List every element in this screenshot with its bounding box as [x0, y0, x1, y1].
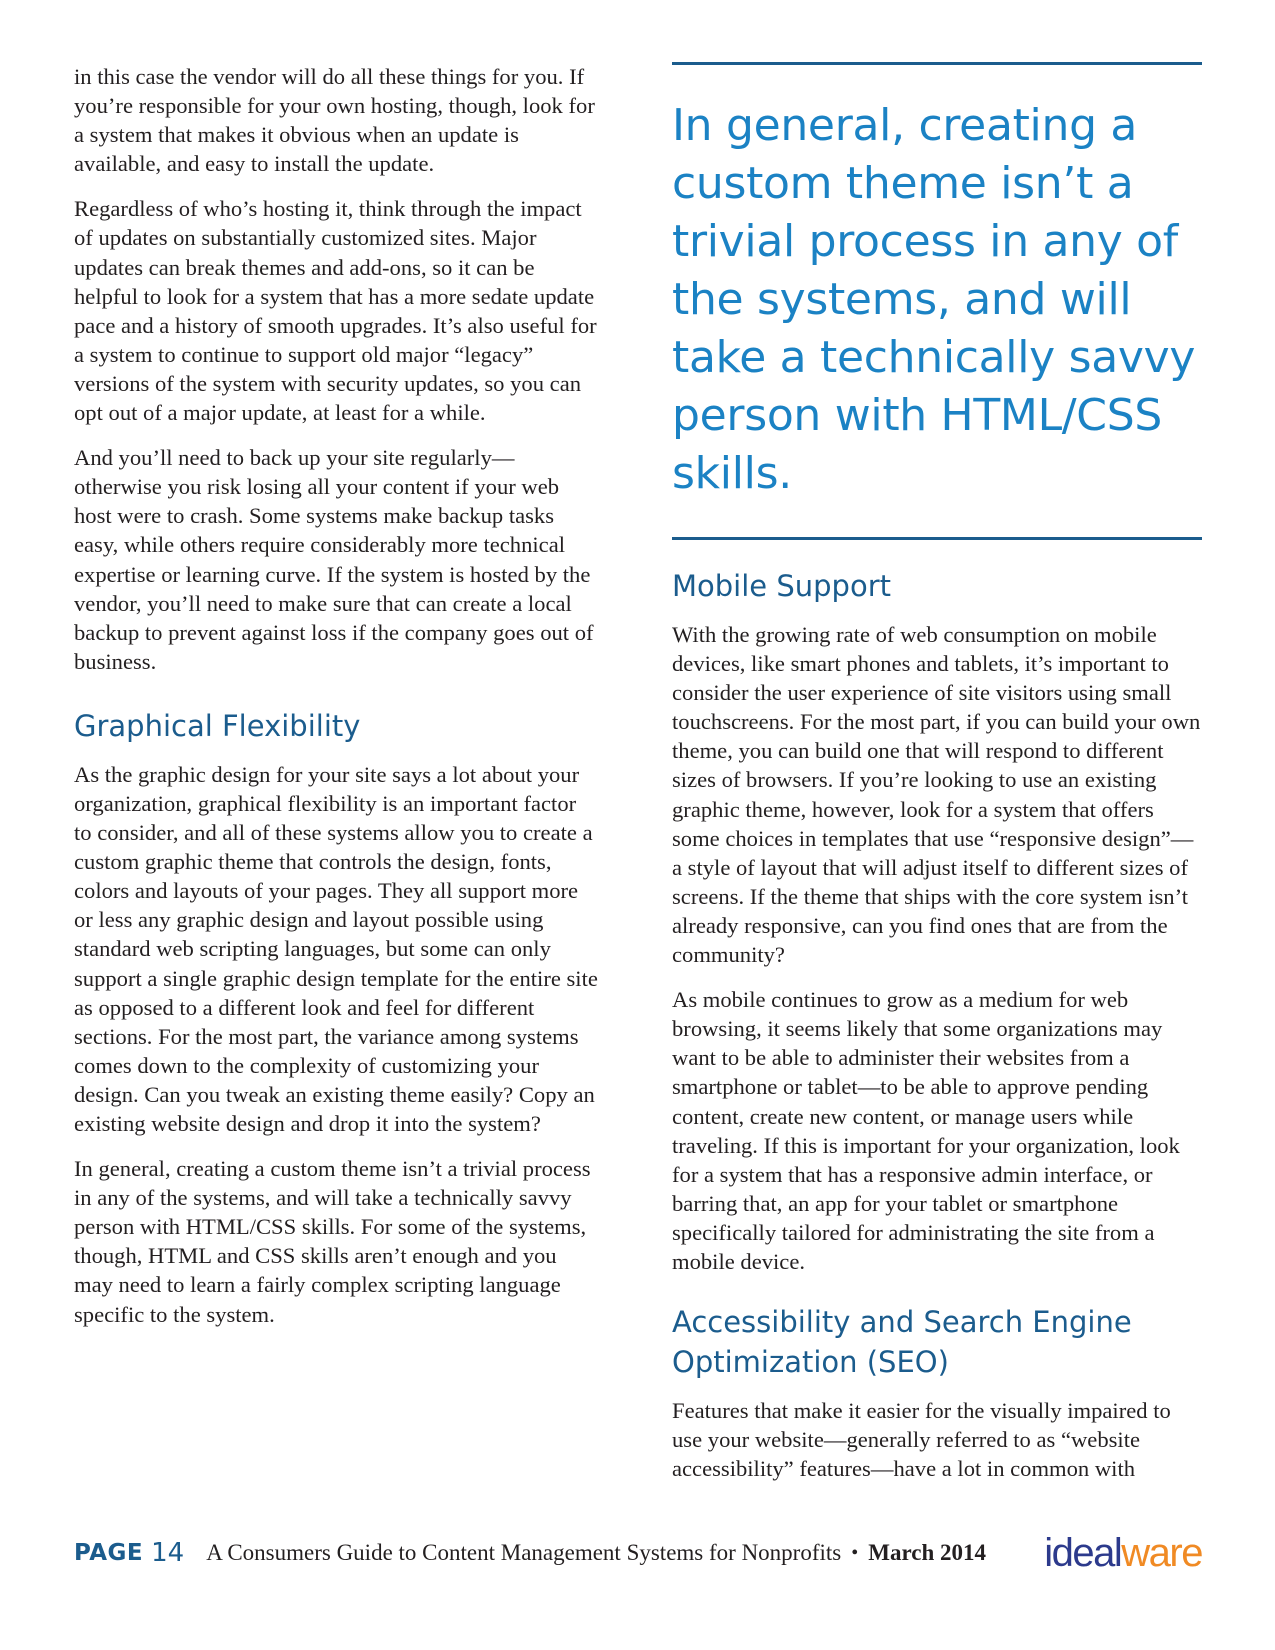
- left-column: [74, 62, 599, 1345]
- body-paragraph: With the growing rate of web consumption on mobile devices, like smart phones and tablets, it’s important to consider the user experience of site visitors using small touchscreens. For the most part, if you can build your own theme, you can build one that will respond to different sizes of browsers. If you’re looking to use an existing graphic theme, however, look for a system that offers some choices in templates that use “responsive design”—a style of layout that will adjust itself to different sizes of screens. If the theme that ships with the core system isn’t already responsive, can you find ones that are from the community?: [672, 622, 1201, 968]
- page-footer: [74, 1533, 1202, 1573]
- right-column: [672, 62, 1202, 1499]
- section-heading-graphical-flexibility: Graphical Flexibility: [74, 708, 361, 743]
- publication-title: A Consumers Guide to Content Management Systems for Nonprofits: [206, 1540, 842, 1565]
- idealware-logo: [1044, 1533, 1202, 1573]
- body-paragraph: in this case the vendor will do all these things for you. If you’re responsible for your own hosting, though, look for a system that makes it obvious when an update is available, and easy to install the update.: [74, 64, 595, 177]
- logo-text-ware: ware: [1121, 1531, 1202, 1575]
- body-paragraph: And you’ll need to back up your site regularly—otherwise you risk losing all your content if your web host were to crash. Some systems make backup tasks easy, while others require considerably more technical expertise or learning curve. If the system is hosted by the vendor, you’ll need to make sure that can create a local backup to prevent against loss if the company goes out of business.: [74, 445, 594, 674]
- pull-quote-box: [672, 62, 1202, 540]
- logo-text-ideal: ideal: [1044, 1531, 1122, 1575]
- pull-quote: In general, creating a custom theme isn’t a trivial process in any of the systems, and will take a technically savvy person with HTML/CSS skills.: [672, 100, 1196, 499]
- footer-separator: •: [851, 1541, 859, 1564]
- body-paragraph: As mobile continues to grow as a medium for web browsing, it seems likely that some organizations may want to be able to administer their websites from a smartphone or tablet—to be able to approve pending content, create new content, or manage users while traveling. If this is important for your organization, look for a system that has a responsive admin interface, or barring that, an app for your tablet or smartphone specifically tailored for administrating the site from a mobile device.: [672, 987, 1180, 1274]
- section-heading-mobile-support: Mobile Support: [672, 569, 891, 603]
- body-paragraph: Features that make it easier for the visually impaired to use your website—generally referred to as “website accessibility” features—have a lot in common with: [672, 1398, 1171, 1482]
- section-heading-accessibility-seo: Accessibility and Search Engine Optimization (SEO): [672, 1305, 1132, 1380]
- body-paragraph: As the graphic design for your site says a lot about your organization, graphical flexibility is an important factor to consider, and all of these systems allow you to create a custom graphic theme that controls the design, fonts, colors and layouts of your pages. They all support more or less any graphic design and layout possible using standard web scripting languages, but some can only support a single graphic design template for the entire site as opposed to a different look and feel for different sections. For the most part, the variance among systems comes down to the complexity of customizing your design. Can you tweak an existing theme easily? Copy an existing website design and drop it into the system?: [74, 761, 598, 1136]
- body-paragraph: In general, creating a custom theme isn’t a trivial process in any of the systems, and will take a technically savvy person with HTML/CSS skills. For some of the systems, though, HTML and CSS skills aren’t enough and you may need to learn a fairly complex scripting language specific to the system.: [74, 1156, 591, 1327]
- body-paragraph: Regardless of who’s hosting it, think through the impact of updates on substantially customized sites. Major updates can break themes and add-ons, so it can be helpful to look for a system that has a more sedate update pace and a history of smooth upgrades. It’s also useful for a system to continue to support old major “legacy” versions of the system with security updates, so you can opt out of a major update, at least for a while.: [74, 196, 597, 426]
- page-number: 14: [151, 1538, 185, 1568]
- publication-date: March 2014: [868, 1540, 987, 1565]
- page-label: PAGE: [74, 1540, 144, 1566]
